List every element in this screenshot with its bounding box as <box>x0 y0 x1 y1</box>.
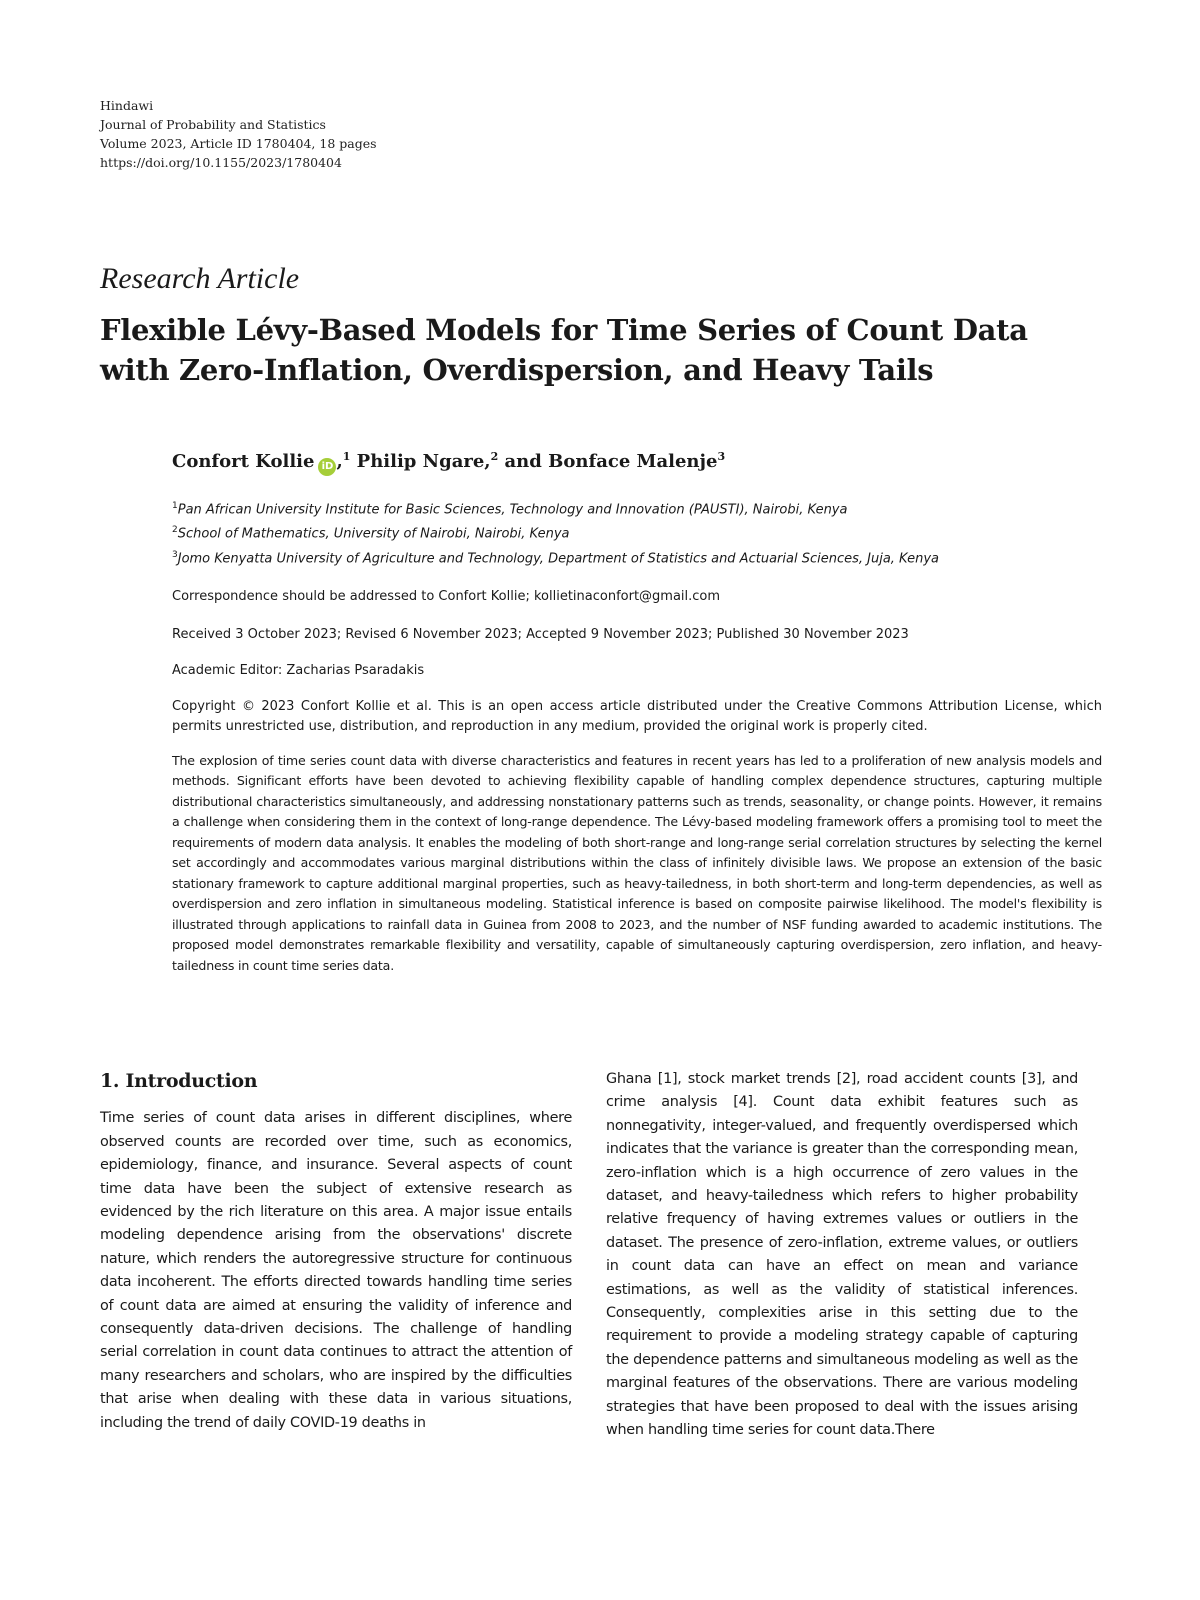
publication-dates: Received 3 October 2023; Revised 6 November 2023; Accepted 9 November 2023; Published 30 November 2023 <box>172 626 909 642</box>
copyright-notice: Copyright © 2023 Confort Kollie et al. This is an open access article distributed under the Creative Commons Attribution License, which permits unrestricted use, distribution, and reproduction in any medium, provided the original work is properly cited. <box>172 698 1102 734</box>
affiliation <box>172 496 1102 520</box>
affiliation <box>172 520 1102 544</box>
affiliation <box>172 545 1102 569</box>
author-name[interactable]: Philip Ngare, <box>356 451 491 472</box>
affiliation-number: 1 <box>172 501 178 511</box>
abstract: The explosion of time series count data with diverse characteristics and features in recent years has led to a proliferation of new analysis models and methods. Significant efforts have been devoted to achieving flexibility capable of handling complex dependence structures, capturing multiple distributional characteristics simultaneously, and addressing nonstationary patterns such as trends, seasonality, or change points. However, it remains a challenge when considering them in the context of long-range dependence. The Lévy-based modeling framework offers a promising tool to meet the requirements of modern data analysis. It enables the modeling of both short-range and long-range serial correlation structures by selecting the kernel set accordingly and accommodates various marginal distributions within the class of infinitely divisible laws. We propose an extension of the basic stationary framework to capture additional marginal properties, such as heavy-tailedness, in both short-term and long-term dependencies, as well as overdispersion and zero inflation in simultaneous modeling. Statistical inference is based on composite pairwise likelihood. The model's flexibility is illustrated through applications to rainfall data in Guinea from 2008 to 2023, and the number of NSF funding awarded to academic institutions. The proposed model demonstrates remarkable flexibility and versatility, capable of simultaneously capturing overdispersion, zero inflation, and heavy-tailedness in count time series data. <box>172 752 1102 973</box>
body-column-right <box>606 1068 1078 1443</box>
affiliation-marker: 3 <box>717 450 726 463</box>
author-name[interactable]: Bonface Malenje <box>548 451 718 472</box>
affiliation-marker: 1 <box>342 450 351 463</box>
body-paragraph: Time series of count data arises in different disciplines, where observed counts are recorded over time, such as economics, epidemiology, finance, and insurance. Several aspects of count time data have been the subject of extensive research as evidenced by the rich literature on this area. A major issue entails modeling dependence arising from the observations' discrete nature, which renders the autoregressive structure for continuous data incoherent. The efforts directed towards handling time series of count data are aimed at ensuring the validity of inference and consequently data-driven decisions. The challenge of handling serial correlation in count data continues to attract the attention of many researchers and scholars, who are inspired by the difficulties that arise when dealing with these data in various situations, including the trend of daily COVID-19 deaths in <box>100 1110 572 1431</box>
journal-name: Journal of Probability and Statistics <box>100 117 326 132</box>
section-heading: 1. Introduction <box>100 1070 258 1092</box>
academic-editor: Academic Editor: Zacharias Psaradakis <box>172 662 425 678</box>
publisher-name: Hindawi <box>100 98 154 113</box>
affiliation-number: 2 <box>172 525 178 536</box>
volume-info: Volume 2023, Article ID 1780404, 18 pages <box>100 136 377 151</box>
affiliation-text: School of Mathematics, University of Nairobi, Nairobi, Kenya <box>177 526 570 542</box>
doi-link[interactable]: https://doi.org/10.1155/2023/1780404 <box>100 155 342 170</box>
front-matter <box>172 450 1102 976</box>
body-column-left <box>100 1070 572 1435</box>
affiliation-marker: 2 <box>490 450 499 463</box>
author-conjunction: and <box>504 451 542 472</box>
orcid-icon[interactable]: iD <box>318 458 336 476</box>
journal-masthead <box>100 96 377 172</box>
author-name[interactable]: Confort Kollie <box>172 451 315 472</box>
affiliation-text: Jomo Kenyatta University of Agriculture and Technology, Department of Statistics and Actuarial Sciences, Juja, Kenya <box>177 550 940 566</box>
article-type: Research Article <box>100 262 300 295</box>
body-paragraph: Ghana [1], stock market trends [2], road accident counts [3], and crime analysis [4]. Count data exhibit features such as nonnegativity, integer-valued, and frequently overdispersed which indicates that the variance is greater than the corresponding mean, zero-inflation which is a high occurrence of zero values in the dataset, and heavy-tailedness which refers to higher probability relative frequency of having extremes values or outliers in the dataset. The presence of zero-inflation, extreme values, or outliers in count data can have an effect on mean and variance estimations, as well as the validity of statistical inferences. Consequently, complexities arise in this setting due to the requirement to provide a modeling strategy capable of capturing the dependence patterns and simultaneous modeling as well as the marginal features of the observations. There are various modeling strategies that have been proposed to deal with the issues arising when handling time series for count data.There <box>606 1071 1078 1439</box>
author-list: Confort Kollie iD ,$^1$ Philip Ngare,$^2$ and Bonface Malenje$^3$ <box>172 450 1102 476</box>
affiliation-text: Pan African University Institute for Basic Sciences, Technology and Innovation (PAUSTI), Nairobi, Kenya <box>177 502 848 518</box>
correspondence: Correspondence should be addressed to Confort Kollie; kollietinaconfort@gmail.com <box>172 588 721 604</box>
affiliation-number: 3 <box>172 549 178 560</box>
paper-title: Flexible Lévy-Based Models for Time Series of Count Data with Zero-Inflation, Overdispersion, and Heavy Tails <box>100 313 1028 387</box>
